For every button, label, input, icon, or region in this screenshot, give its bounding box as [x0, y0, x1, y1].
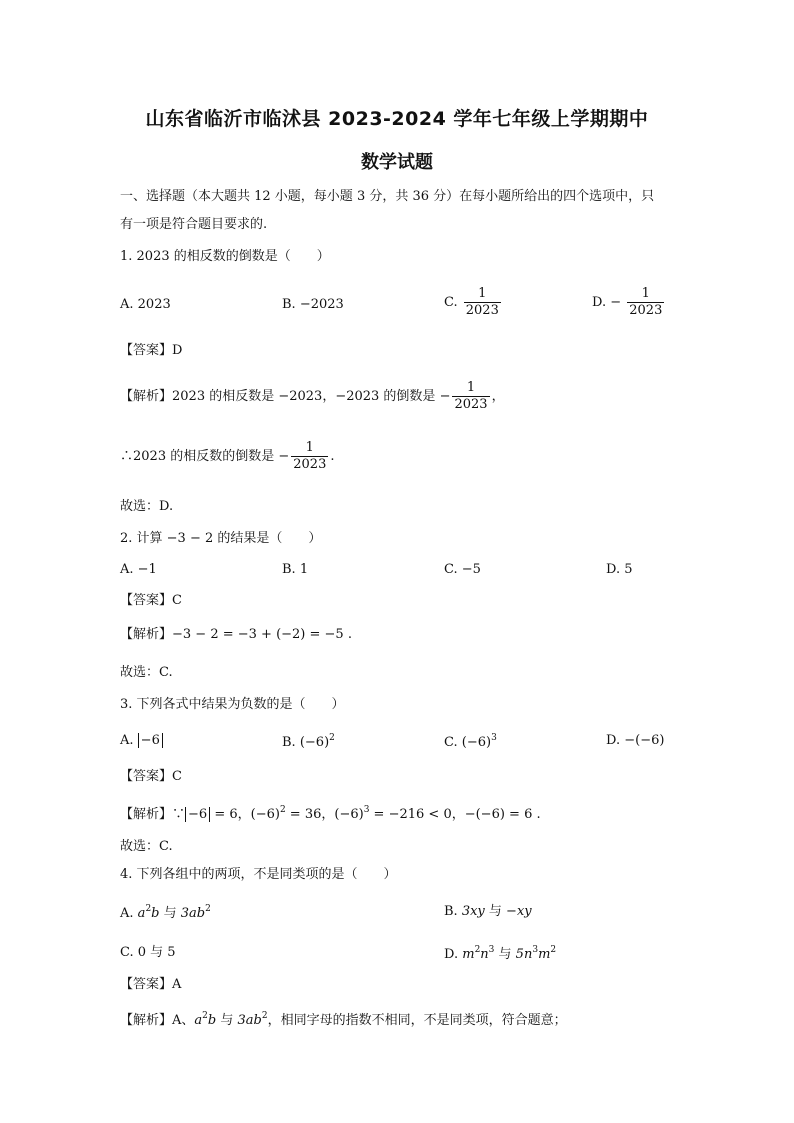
q3-explanation — [120, 806, 541, 821]
connector-text: 与 — [216, 1013, 238, 1028]
section-instruction-line1: 一、选择题（本大题共 12 小题，每小题 3 分，共 36 分）在每小题所给出的四个选项中，只 — [120, 189, 655, 204]
q3-stem: 3. 下列各式中结果为负数的是（ ） — [120, 697, 345, 712]
power-exponent: 2 — [474, 945, 481, 955]
q1-stem: 1. 2023 的相反数的倒数是（ ） — [120, 249, 330, 264]
power-base: (−6) — [334, 807, 364, 822]
q3-choose: 故选：C. — [120, 839, 173, 854]
q1-option-a: A. 2023 — [120, 297, 171, 312]
math-term: m — [462, 947, 475, 962]
explanation-fraction — [452, 380, 489, 413]
math-term: 3xy — [461, 904, 485, 919]
fraction-denominator: 2023 — [629, 303, 663, 318]
math-term: −xy — [506, 904, 532, 919]
power-exponent: 3 — [363, 805, 370, 815]
q2-stem: 2. 计算 −3 − 2 的结果是（ ） — [120, 531, 322, 546]
math-term: a — [194, 1013, 203, 1028]
power-exponent: 3 — [491, 733, 497, 743]
q2-option-c: C. −5 — [444, 562, 481, 577]
q1-option-c-label: C. — [444, 295, 458, 310]
option-label: B. — [282, 735, 296, 750]
fraction-numerator: 1 — [478, 286, 487, 301]
option-label: A. — [120, 733, 134, 748]
q2-answer: 【答案】C — [120, 593, 182, 608]
connector-text: 与 — [494, 947, 516, 962]
power-exponent: 2 — [145, 904, 152, 914]
q1-option-d — [592, 286, 666, 319]
power-exponent: 2 — [261, 1011, 268, 1021]
connector-text: 与 — [484, 904, 507, 919]
q3-option-b — [282, 734, 335, 749]
explanation-text: = −216 < 0，−(−6) = 6 . — [369, 807, 541, 822]
q2-option-d: D. 5 — [606, 562, 633, 577]
explanation-text: ∴2023 的相反数的倒数是 − — [120, 449, 290, 464]
option-label: D. — [444, 947, 459, 962]
math-term: 5n — [515, 947, 533, 962]
explanation-text: ，相同字母的指数不相同，不是同类项，符合题意； — [267, 1013, 567, 1028]
explanation-fraction — [291, 440, 328, 473]
q4-option-a — [120, 905, 211, 920]
explanation-text: = 36， — [285, 807, 335, 822]
q1-option-c-fraction — [464, 286, 501, 319]
q2-option-b: B. 1 — [282, 562, 309, 577]
q2-choose: 故选：C. — [120, 665, 173, 680]
explanation-text: ， — [491, 389, 505, 404]
connector-text: 与 — [159, 906, 181, 921]
power-exponent: 2 — [205, 904, 211, 914]
option-label: C. — [444, 735, 458, 750]
page-subtitle: 数学试题 — [361, 152, 433, 173]
q3-option-c — [444, 734, 497, 749]
absolute-value-expr: −6 — [185, 807, 210, 822]
q1-option-b: B. −2023 — [282, 297, 344, 312]
power-base: (−6) — [250, 807, 280, 822]
q1-option-d-label: D. − — [592, 295, 622, 310]
q4-stem: 4. 下列各组中的两项，不是同类项的是（ ） — [120, 867, 397, 882]
q3-option-a — [120, 734, 163, 747]
explanation-text: . — [330, 449, 335, 464]
fraction-denominator: 2023 — [454, 397, 488, 412]
power-exponent: 2 — [202, 1011, 208, 1021]
explanation-text: = 6， — [210, 807, 251, 822]
fraction-numerator: 1 — [641, 286, 650, 301]
q1-answer: 【答案】D — [120, 343, 183, 358]
option-label: B. — [444, 904, 458, 919]
power-exponent: 2 — [279, 805, 286, 815]
absolute-value-expr: −6 — [138, 733, 163, 748]
explanation-text: 【解析】2023 的相反数是 −2023，−2023 的倒数是 − — [120, 389, 451, 404]
q2-option-a: A. −1 — [120, 562, 157, 577]
power-base: (−6) — [299, 735, 330, 750]
math-term: m — [538, 947, 551, 962]
power-exponent: 2 — [329, 733, 335, 743]
fraction-denominator: 2023 — [293, 457, 327, 472]
explanation-text: 【解析】∵ — [120, 807, 186, 822]
q4-option-b — [444, 905, 532, 918]
q1-explanation-2 — [120, 440, 334, 473]
q1-explanation-1 — [120, 380, 505, 413]
section-instruction-line2: 有一项是符合题目要求的. — [120, 217, 268, 232]
math-term: 3ab — [180, 906, 206, 921]
q4-option-d — [444, 946, 556, 961]
math-term: b — [151, 906, 160, 921]
q4-option-c: C. 0 与 5 — [120, 945, 176, 960]
page-title: 山东省临沂市临沭县 2023-2024 学年七年级上学期期中 — [145, 108, 649, 130]
fraction-numerator: 1 — [466, 380, 476, 395]
math-term: a — [137, 906, 146, 921]
q2-explanation: 【解析】−3 − 2 = −3 + (−2) = −5 . — [120, 627, 352, 642]
math-term: 3ab — [237, 1013, 262, 1028]
power-base: (−6) — [461, 735, 492, 750]
math-term: b — [207, 1013, 217, 1028]
q1-option-c — [444, 286, 503, 319]
q1-choose: 故选：D. — [120, 499, 174, 514]
option-label: A. — [120, 906, 134, 921]
fraction-denominator: 2023 — [465, 303, 499, 318]
power-exponent: 3 — [532, 945, 539, 955]
power-exponent: 3 — [488, 945, 495, 955]
power-exponent: 2 — [550, 945, 557, 955]
q1-option-d-fraction — [627, 286, 664, 319]
explanation-text: 【解析】A、 — [120, 1013, 195, 1028]
q4-answer: 【答案】A — [120, 977, 182, 992]
q3-answer: 【答案】C — [120, 769, 182, 784]
math-term: n — [480, 947, 489, 962]
fraction-numerator: 1 — [305, 440, 314, 455]
q4-explanation — [120, 1012, 567, 1027]
q3-option-d: D. −(−6) — [606, 733, 665, 748]
